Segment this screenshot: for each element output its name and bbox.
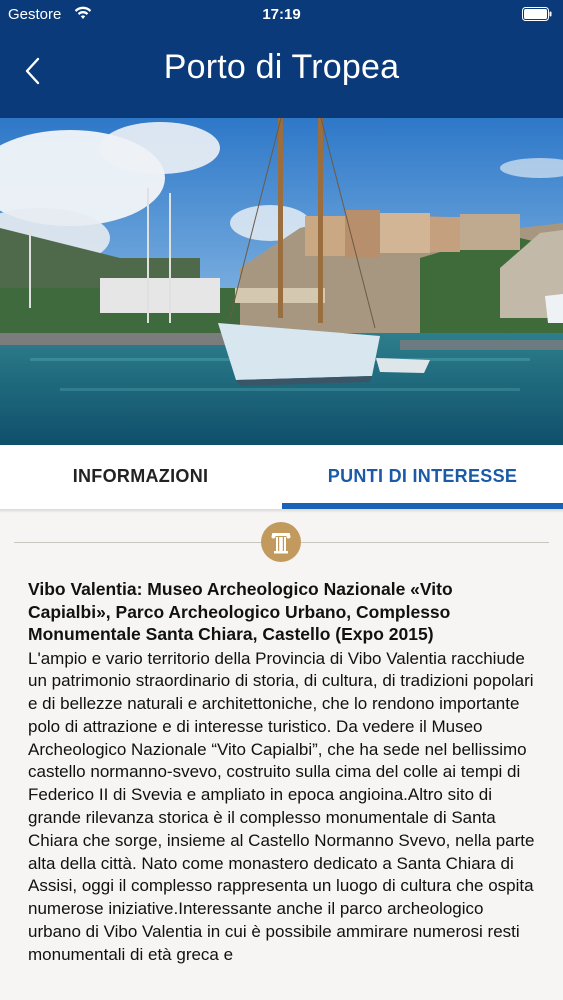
tabs-shadow (0, 509, 563, 513)
carrier-name: Gestore (8, 6, 62, 23)
article-title: Vibo Valentia: Museo Archeologico Nazionale «Vito Capialbi», Parco Archeologico Urbano, Complesso Monumentale Santa Chiara, Castello (Expo 2015) (28, 579, 453, 644)
page-title: Porto di Tropea (163, 48, 400, 86)
segmented-tabs (0, 445, 563, 509)
battery-icon (522, 7, 552, 21)
article (28, 578, 538, 967)
tab-informazioni[interactable]: INFORMAZIONI (72, 466, 209, 486)
tab-punti-di-interesse[interactable]: PUNTI DI INTERESSE (327, 466, 518, 486)
article-body: L'ampio e vario territorio della Provincia di Vibo Valentia racchiude un patrimonio straordinario di storia, di cultura, di tradizioni popolari e di bellezze naturali e architettoniche, che lo rendono importante polo di attrazione e di interesse turistico. Da vedere il Museo Archeologico Nazionale “Vito Capialbi”, che ha sede nel bellissimo castello normanno-svevo, costruito sulla cima del colle ai tempi di Federico II di Svevia e ampliato in epoca angioina.Altro sito di grande rilevanza storica è il complesso monumentale di Santa Chiara che sorge, insieme al Castello Normanno Svevo, nella parte alta della città. Nato come monastero dedicato a Santa Chiara di Assisi, oggi il complesso rappresenta un luogo di cultura che ospita numerose iniziative.Interessante anche il parco archeologico urbano di Vibo Valentia in cui è possibile ammirare numerosi resti monumentali di età greca e (28, 648, 535, 964)
status-time: 17:19 (262, 6, 301, 23)
navigation-bar (0, 0, 563, 118)
hero-photo (0, 118, 563, 445)
status-bar (0, 0, 563, 30)
column-icon (261, 522, 301, 562)
harbor-photo (0, 118, 563, 445)
category-badge (261, 522, 301, 562)
